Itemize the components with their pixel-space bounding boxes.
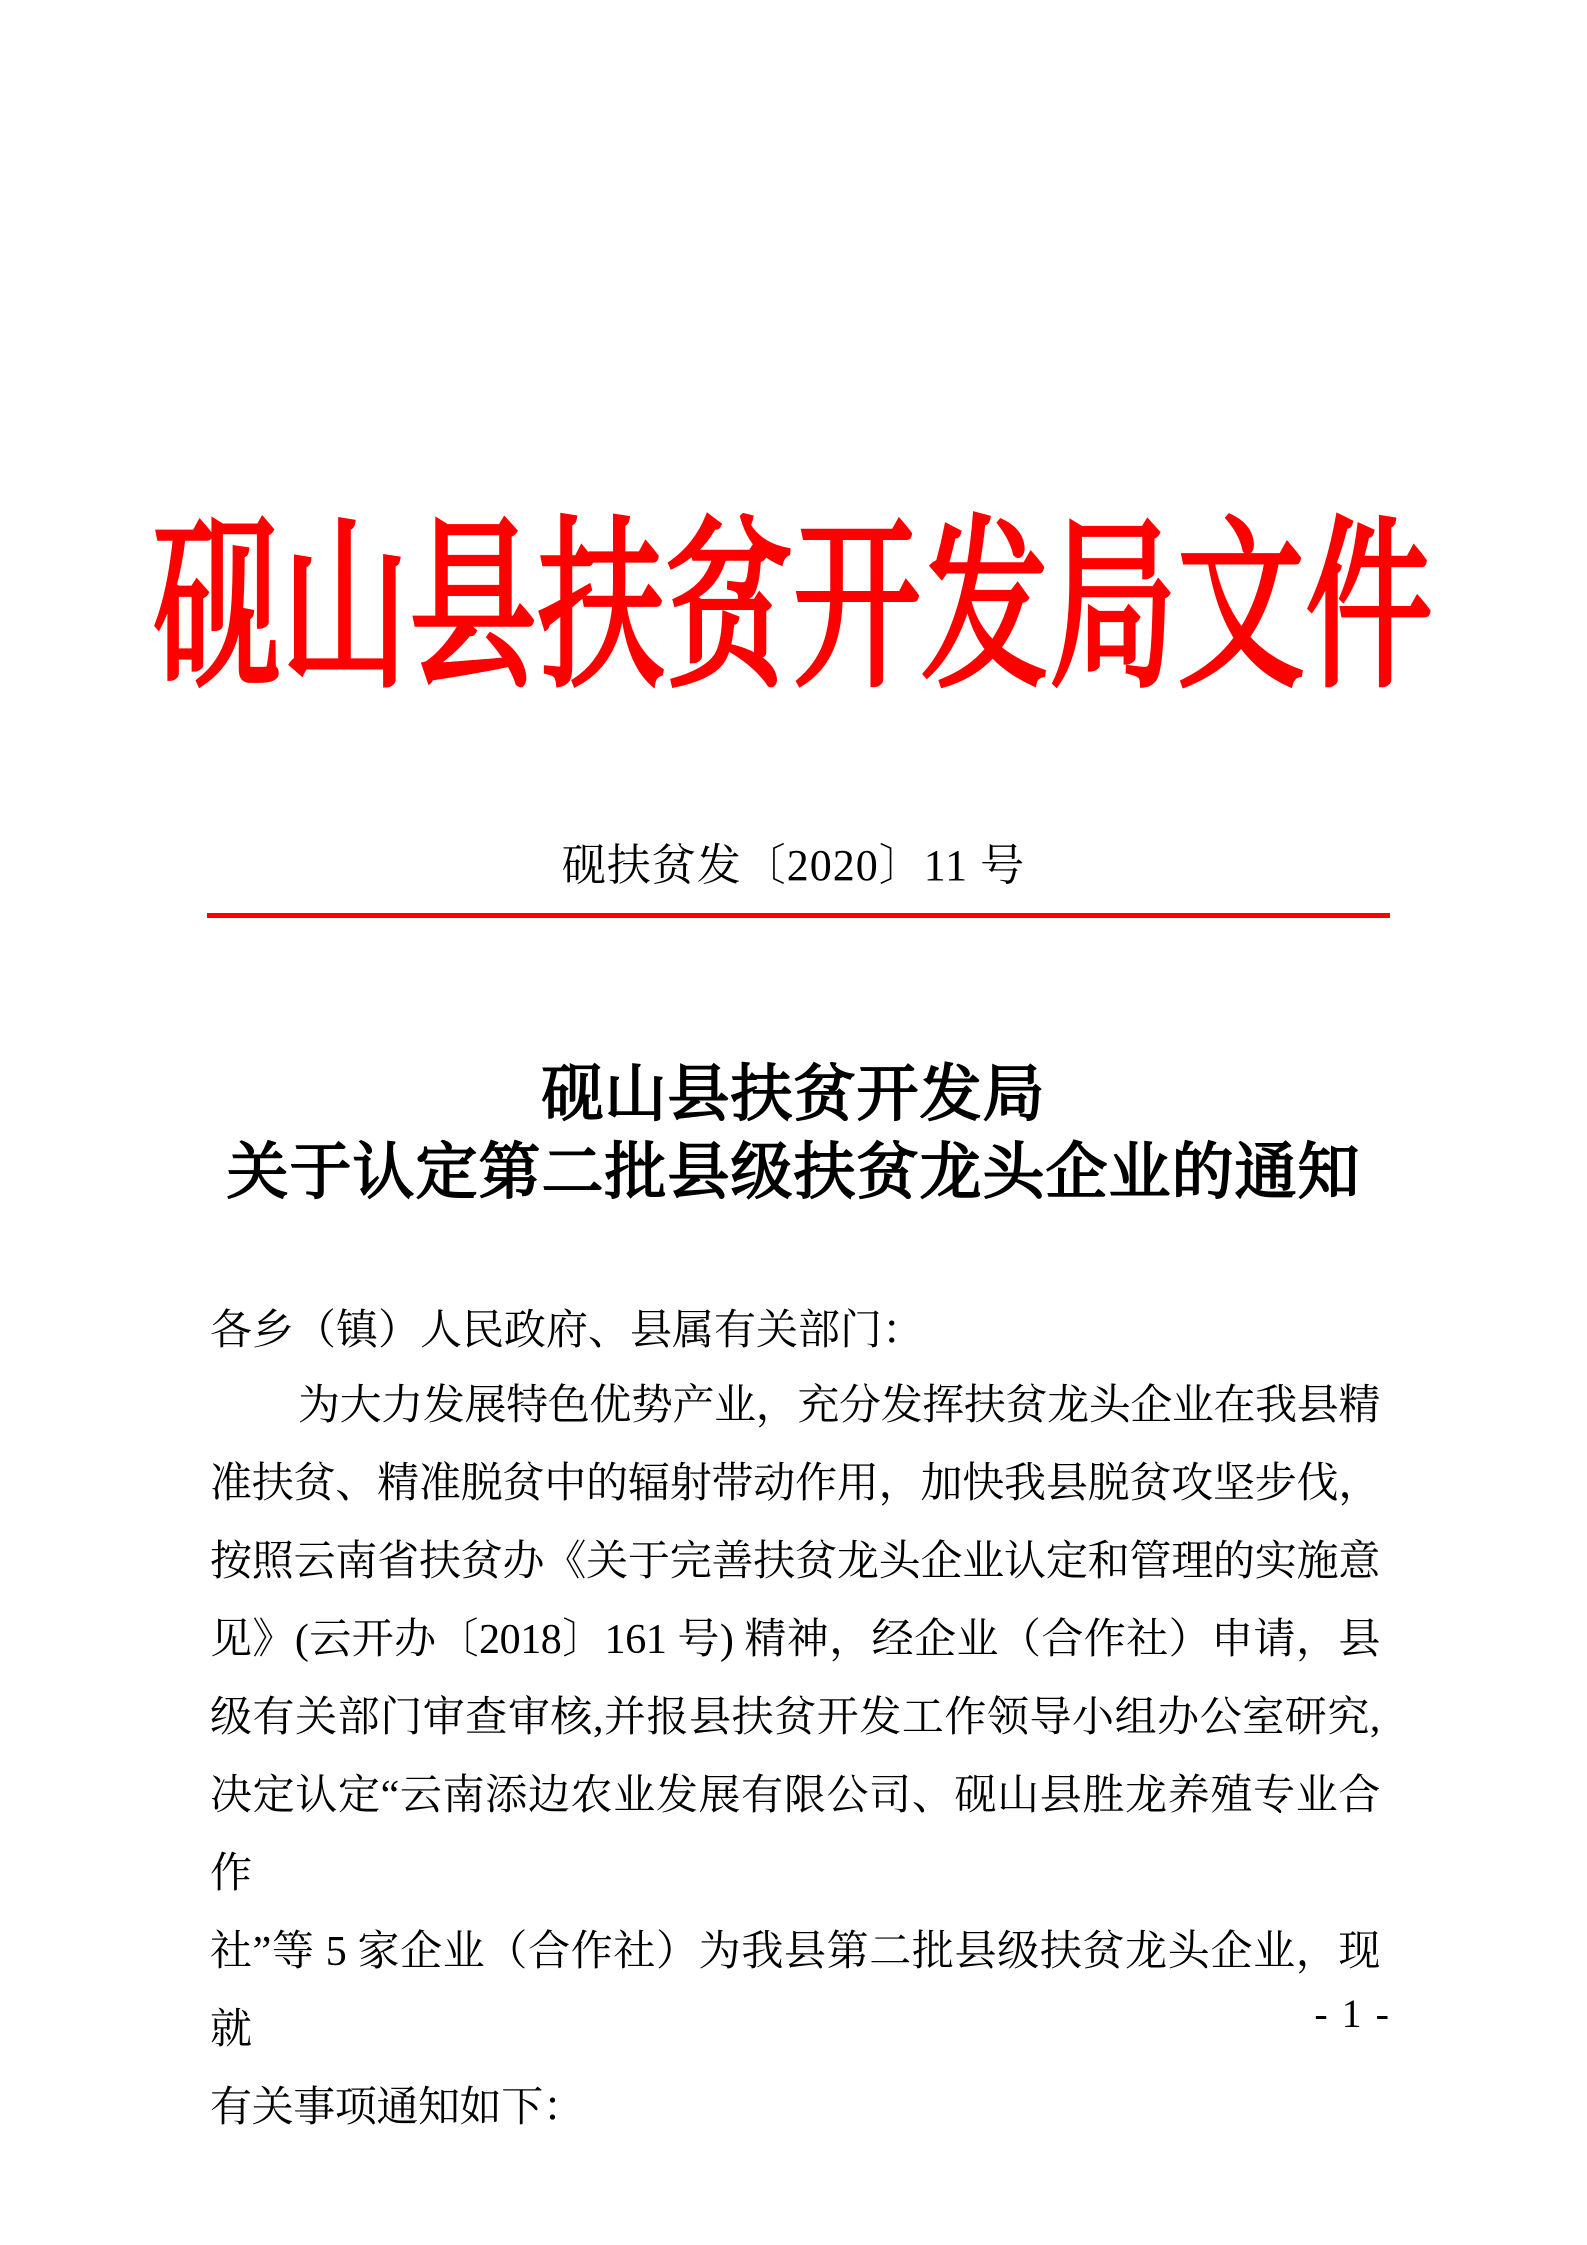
body-line: 按照云南省扶贫办《关于完善扶贫龙头企业认定和管理的实施意 [210,1539,1380,1585]
document-title [0,1056,1587,1212]
body-line: 级有关部门审查审核,并报县扶贫开发工作领导小组办公室研究, [210,1695,1380,1741]
body-line: 有关事项通知如下： [210,2085,585,2131]
salutation-line: 各乡（镇）人民政府、县属有关部门： [210,1308,925,1354]
body-line: 社”等 5 家企业（合作社）为我县第二批县级扶贫龙头企业，现就 [210,1929,1380,2053]
letterhead-red-title: 砚山县扶贫开发局文件 [153,507,1434,711]
page-number: - 1 - [1314,1991,1391,2036]
body-line: 准扶贫、精准脱贫中的辐射带动作用，加快我县脱贫攻坚步伐， [210,1461,1380,1507]
body-paragraph [210,1367,1380,2147]
red-divider-line [207,913,1390,918]
document-number: 砚扶贫发〔2020〕11 号 [561,841,1026,890]
document-title-line-2: 关于认定第二批县级扶贫龙头企业的通知 [226,1138,1361,1207]
body-line: 决定认定“云南添边农业发展有限公司、砚山县胜龙养殖专业合作 [210,1773,1380,1897]
document-title-line-1: 砚山县扶贫开发局 [541,1060,1046,1129]
body-line: 为大力发展特色优势产业，充分发挥扶贫龙头企业在我县精 [298,1383,1380,1429]
body-line: 见》(云开办〔2018〕161 号) 精神，经企业（合作社）申请，县 [210,1617,1380,1663]
